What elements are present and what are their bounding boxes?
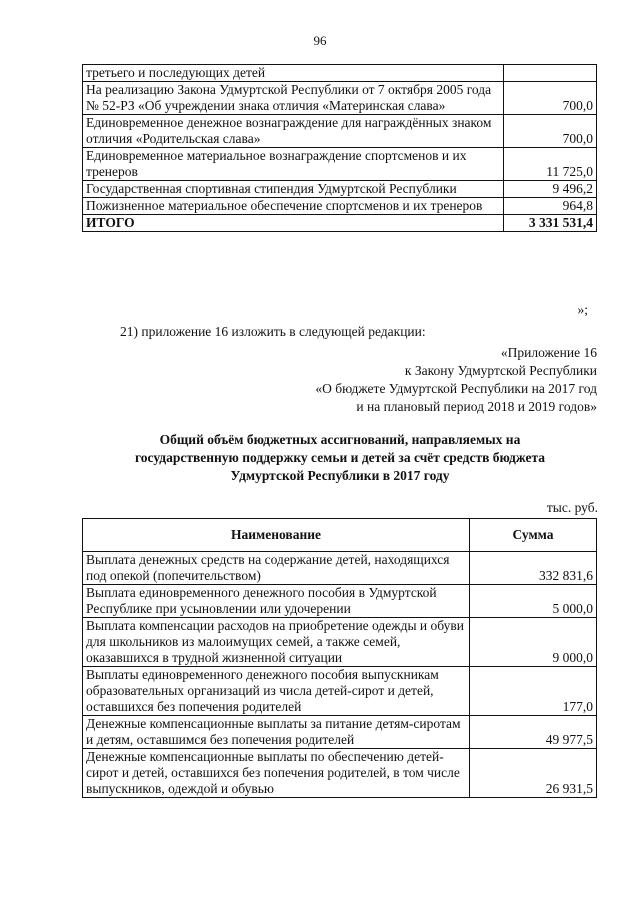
- title-line: Общий объём бюджетных ассигнований, направляемых на: [159, 432, 521, 447]
- row-name: Единовременное материальное вознаграждение спортсменов и их тренеров: [83, 148, 504, 181]
- row-name: Пожизненное материальное обеспечение спортсменов и их тренеров: [83, 198, 504, 215]
- row-amount: 26 931,5: [470, 749, 597, 798]
- table-row: [83, 716, 597, 749]
- column-header-amount: Сумма: [470, 519, 597, 552]
- table-row: [83, 115, 597, 148]
- row-name: Выплата компенсации расходов на приобретение одежды и обуви для школьников из малоимущих семей, а также семей, оказавшихся в трудной жизненной ситуации: [83, 618, 470, 667]
- table-row: [83, 198, 597, 215]
- table-row: [83, 749, 597, 798]
- row-name: третьего и последующих детей: [83, 65, 504, 82]
- table-row: [83, 65, 597, 82]
- total-label: ИТОГО: [83, 215, 504, 232]
- row-amount: 5 000,0: [470, 585, 597, 618]
- units-label: тыс. руб.: [546, 500, 598, 515]
- row-name: Выплата денежных средств на содержание детей, находящихся под опекой (попечительством): [83, 552, 470, 585]
- row-amount: 332 831,6: [470, 552, 597, 585]
- row-amount: 9 496,2: [504, 181, 597, 198]
- row-name: Денежные компенсационные выплаты по обеспечению детей-сирот и детей, оставшихся без попечения родителей, в том числе выпускников, одеждой и обувью: [83, 749, 470, 798]
- row-name: Государственная спортивная стипендия Удмуртской Республики: [83, 181, 504, 198]
- family-support-table: [82, 518, 597, 798]
- row-name: Денежные компенсационные выплаты за питание детям-сиротам и детям, оставшимся без попечения родителей: [83, 716, 470, 749]
- table-row: [83, 82, 597, 115]
- continued-allocations-table: [82, 64, 597, 232]
- appendix-header-line: и на плановый период 2018 и 2019 годов»: [356, 399, 597, 414]
- row-name: Выплата единовременного денежного пособия в Удмуртской Республике при усыновлении или удочерении: [83, 585, 470, 618]
- appendix-title: [90, 431, 590, 485]
- total-amount: 3 331 531,4: [504, 215, 597, 232]
- row-amount: 177,0: [470, 667, 597, 716]
- page-number: 96: [313, 33, 327, 48]
- table-row: [83, 552, 597, 585]
- total-row: [83, 215, 597, 232]
- row-amount: 700,0: [504, 115, 597, 148]
- row-amount: 11 725,0: [504, 148, 597, 181]
- table-row: [83, 618, 597, 667]
- table-row: [83, 148, 597, 181]
- table-row: [83, 181, 597, 198]
- row-amount: 9 000,0: [470, 618, 597, 667]
- appendix-header: [315, 344, 597, 416]
- row-amount: [504, 65, 597, 82]
- table-row: [83, 667, 597, 716]
- row-name: Выплаты единовременного денежного пособия выпускникам образовательных организаций из числа детей-сирот и детей, оставшихся без попечения родителей: [83, 667, 470, 716]
- closing-quote: »;: [577, 302, 588, 317]
- appendix-header-line: «Приложение 16: [500, 345, 597, 360]
- row-name: На реализацию Закона Удмуртской Республики от 7 октября 2005 года № 52-РЗ «Об учреждении знака отличия «Материнская слава»: [83, 82, 504, 115]
- appendix-header-line: «О бюджете Удмуртской Республики на 2017 год: [315, 381, 597, 396]
- table-row: [83, 585, 597, 618]
- row-amount: 49 977,5: [470, 716, 597, 749]
- title-line: Удмуртской Республики в 2017 году: [230, 468, 450, 483]
- appendix-header-line: к Закону Удмуртской Республики: [404, 363, 597, 378]
- header-row: [83, 519, 597, 552]
- row-amount: 700,0: [504, 82, 597, 115]
- column-header-name: Наименование: [83, 519, 470, 552]
- row-amount: 964,8: [504, 198, 597, 215]
- title-line: государственную поддержку семьи и детей за счёт средств бюджета: [134, 450, 546, 465]
- row-name: Единовременное денежное вознаграждение для награждённых знаком отличия «Родительская слава»: [83, 115, 504, 148]
- amendment-text: 21) приложение 16 изложить в следующей редакции:: [120, 324, 426, 339]
